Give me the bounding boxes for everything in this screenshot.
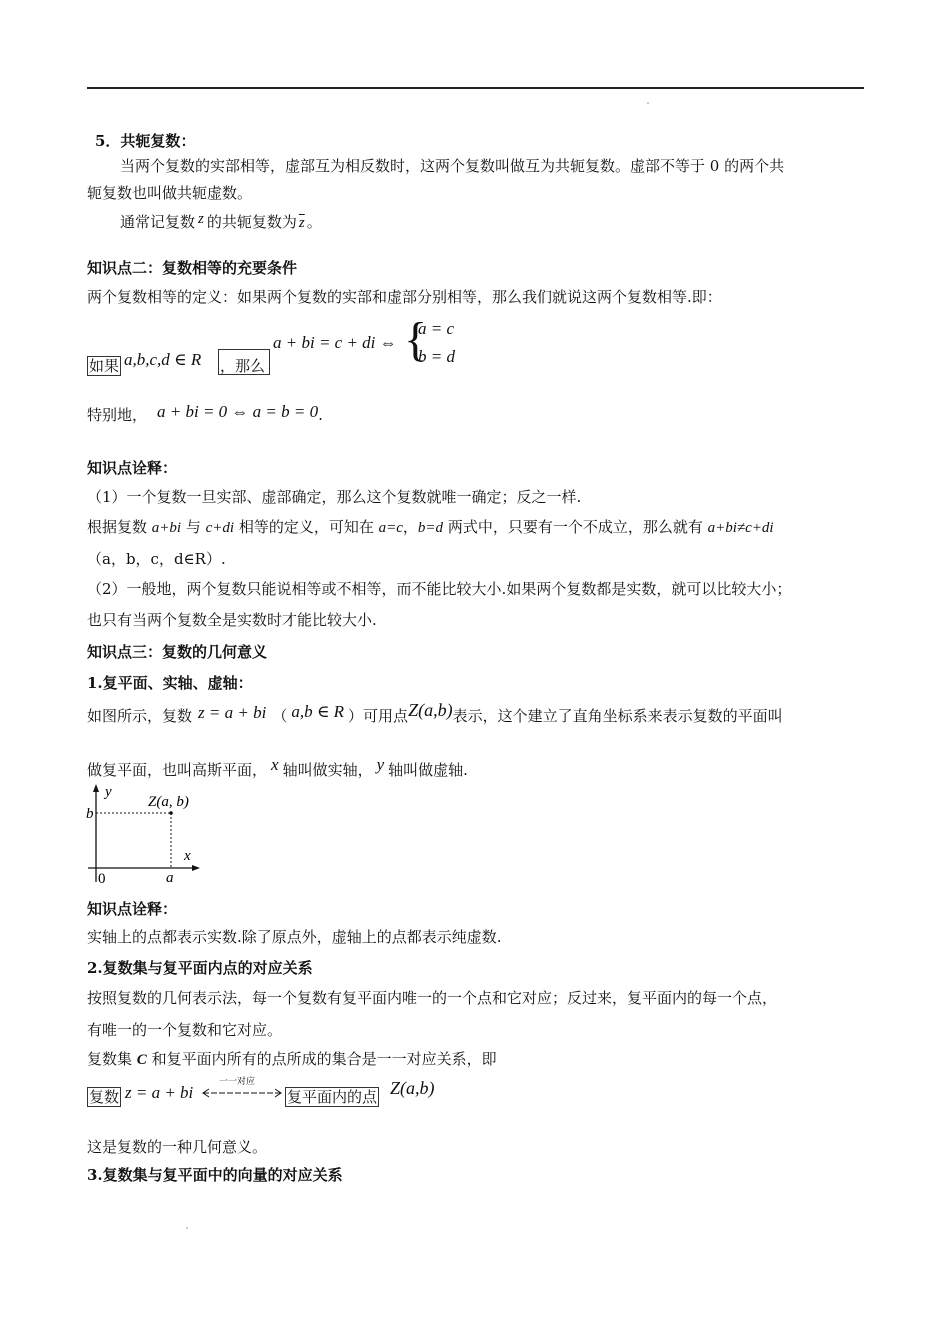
text-span: 与	[181, 518, 206, 536]
x-axis-label: x	[184, 848, 191, 864]
text-span: 和复平面内所有的点所成的集合是一一对应关系，即	[146, 1050, 497, 1068]
set-c: C	[136, 1052, 147, 1068]
kp2-condition: a,b,c,d ∈ R	[124, 350, 202, 369]
y-axis-label: y	[105, 784, 112, 800]
math-z-conjugate: $\overline{z}$	[298, 215, 305, 231]
kp3-3-heading: 3.复数集与复平面中的向量的对应关系	[87, 1166, 343, 1184]
correspondence-eq: z = a + bi	[125, 1083, 194, 1102]
point-z	[169, 811, 173, 815]
y-axis-arrow	[93, 784, 99, 792]
math-point-z: Z(a,b)	[408, 700, 453, 720]
kp3-2-para1-line1: 按照复数的几何表示法，每一个复数有复平面内唯一的一个点和它对应；反过来，复平面内的每一个点，	[87, 989, 778, 1007]
note2-text: 实轴上的点都表示实数.除了原点外，虚轴上的点都表示纯虚数.	[87, 928, 502, 946]
box-complex: 复数	[89, 1088, 120, 1106]
box-plane-point: 复平面内的点	[287, 1088, 378, 1106]
note1-heading: 知识点诠释：	[87, 459, 178, 477]
b-label: b	[86, 806, 94, 822]
math-z-eq: z = a + bi	[198, 703, 267, 722]
arrow-label: 一一对应	[219, 1077, 256, 1087]
math-span: b=d	[417, 520, 444, 536]
kp2-if-label	[87, 356, 121, 376]
kp3-2-heading: 2.复数集与复平面内点的对应关系	[87, 959, 313, 977]
text-span: （	[272, 707, 288, 725]
section5-heading: 5．共轭复数：	[95, 132, 196, 150]
text-span: 轴叫做实轴，	[282, 761, 373, 779]
note1-item1c: （a，b，c，d∈R）.	[87, 550, 226, 568]
math-y: y	[376, 755, 385, 774]
math-span: a=c	[378, 520, 403, 536]
math-x: x	[271, 755, 279, 774]
kp3-para1	[87, 700, 783, 726]
kp2-system-line2: b = d	[418, 347, 455, 366]
text-span: 两式中，只要有一个不成立，那么就有	[443, 518, 708, 536]
text-span: ，	[402, 518, 418, 536]
text-span: 的共轭复数为	[206, 213, 297, 231]
correspondence-box-complex	[87, 1087, 121, 1107]
kp2-heading: 知识点二：复数相等的充要条件	[87, 259, 298, 277]
kp2-then-label: ，那么	[220, 357, 266, 375]
text-span: 特别地，	[87, 406, 148, 424]
text-span: 轴叫做虚轴.	[388, 761, 468, 779]
text-span: 根据复数	[87, 518, 152, 536]
kp2-definition: 两个复数相等的定义：如果两个复数的实部和虚部分别相等，那么我们就说这两个复数相等.即：	[87, 288, 722, 306]
artifact-dot	[186, 1227, 188, 1229]
kp3-para2	[87, 755, 468, 780]
math-z: z	[198, 211, 204, 227]
complex-plane-figure	[84, 782, 214, 886]
note1-item2-line2: 也只有当两个复数全是实数时才能比较大小.	[87, 611, 377, 629]
text-span: .	[318, 406, 323, 424]
math-span: c+di	[205, 520, 235, 536]
x-axis-arrow	[192, 865, 200, 871]
note1-item2-line1: （2）一般地，两个复数只能说相等或不相等，而不能比较大小.如果两个复数都是实数，就可以比较大小；	[87, 580, 792, 598]
double-arrow-icon	[201, 1087, 283, 1099]
system-brace: {	[404, 313, 428, 366]
kp3-2-para3: 这是复数的一种几何意义。	[87, 1138, 268, 1156]
kp2-equation: a + bi = c + di ⇔	[273, 333, 397, 352]
correspondence-box-point	[285, 1087, 379, 1107]
math-special-eq: a + bi = 0 ⇔ a = b = 0	[157, 402, 319, 421]
kp3-2-para1-line2: 有唯一的一个复数和它对应。	[87, 1021, 283, 1039]
text-span: 通常记复数	[120, 213, 196, 231]
section5-para1-line2: 轭复数也叫做共轭虚数。	[87, 184, 253, 202]
point-z-label: Z(a, b)	[148, 794, 189, 810]
kp3-2-para2	[87, 1049, 497, 1070]
text-span: 。	[306, 213, 322, 231]
section5-para1-line1: 当两个复数的实部相等，虚部互为相反数时，这两个复数叫做互为共轭复数。虚部不等于 0 的两个共	[120, 157, 785, 175]
text-span: ）可用点	[348, 707, 409, 725]
kp3-heading: 知识点三：复数的几何意义	[87, 643, 268, 661]
origin-label: 0	[98, 871, 106, 886]
kp2-system-line1: a = c	[418, 319, 455, 338]
a-label: a	[166, 870, 174, 886]
artifact-dot	[647, 102, 649, 104]
note1-item1b	[87, 517, 774, 538]
text-span: 如图所示，复数	[87, 707, 193, 725]
math-cond: a,b ∈ R	[291, 702, 345, 721]
text-span: 复数集	[87, 1050, 137, 1068]
correspondence-arrow	[201, 1077, 283, 1107]
if-box: 如果	[89, 357, 120, 375]
math-span: a+bi≠c+di	[707, 520, 774, 536]
note2-heading: 知识点诠释：	[87, 900, 178, 918]
text-span: 做复平面，也叫高斯平面，	[87, 761, 268, 779]
kp3-sub1: 1.复平面、实轴、虚轴：	[87, 674, 253, 692]
note1-item1: （1）一个复数一旦实部、虚部确定，那么这个复数就唯一确定；反之一样.	[87, 488, 582, 506]
text-span: 相等的定义，可知在	[234, 518, 379, 536]
header-rule	[87, 87, 864, 89]
kp2-special	[87, 402, 323, 425]
correspondence-point: Z(a,b)	[390, 1078, 435, 1098]
section5-para2	[120, 212, 322, 233]
text-span: 表示，这个建立了直角坐标系来表示复数的平面叫	[452, 707, 783, 725]
math-span: a+bi	[151, 520, 182, 536]
